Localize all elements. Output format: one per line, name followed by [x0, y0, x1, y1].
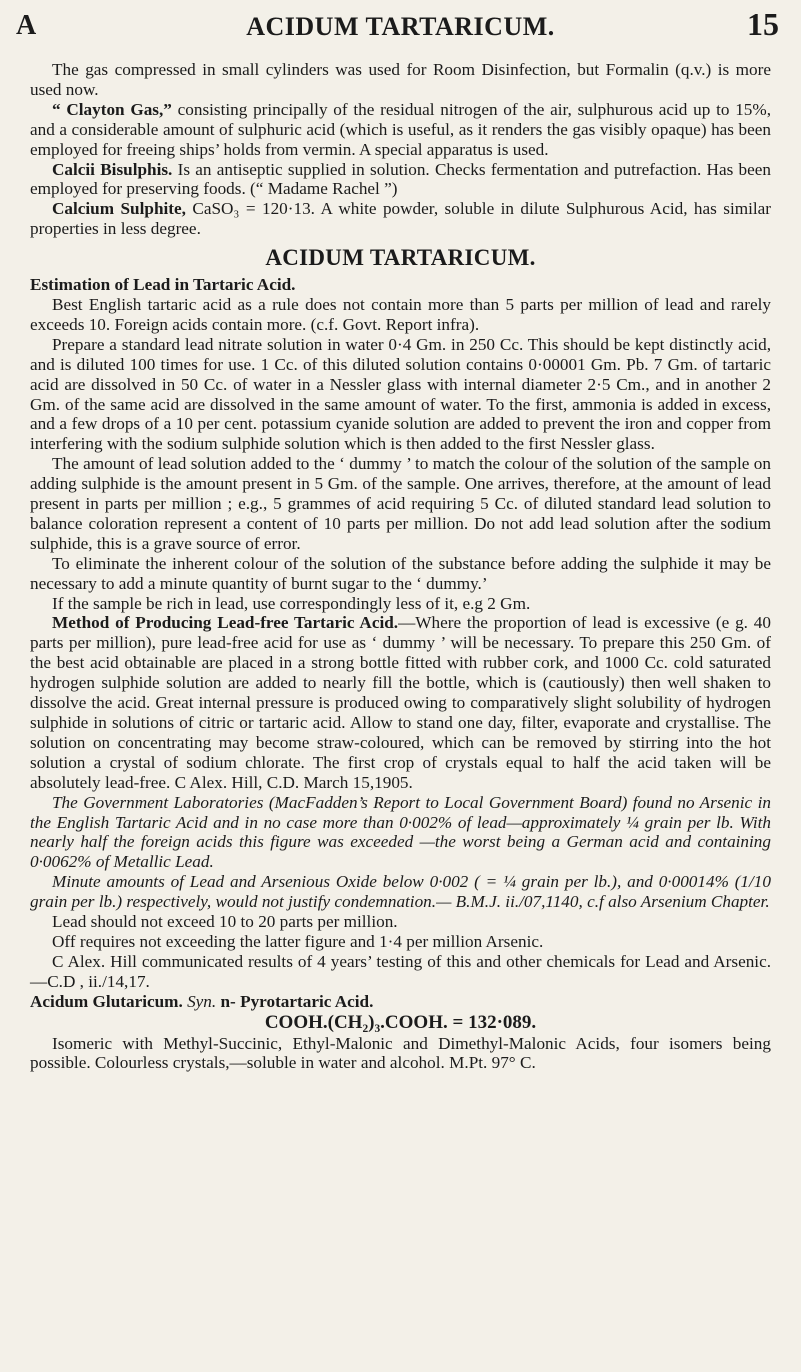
paragraph-estimation-3: The amount of lead solution added to the ‘ dummy ’ to match the colour of the solution of the sample on adding sulphide is the amount present in 5 Gm. of the sample. One arrives, therefore, at the amount of lead present in parts per million ; e.g., 5 grammes of acid requiring 5 Cc. of diluted standard lead solution to balance coloration represent a content of 10 parts per million. Do not add lead solution after the sodium sulphide, this is a grave source of error. — [30, 454, 771, 553]
term-clayton-gas: “ Clayton Gas,” — [52, 99, 172, 119]
paragraph-hill-results: C Alex. Hill communicated results of 4 years’ testing of this and other chemicals for Lead and Arsenic.—C.D , ii./14,17. — [30, 951, 771, 991]
paragraph-clayton-gas: “ Clayton Gas,” consisting principally of the residual nitrogen of the air, sulphurous acid up to 15%, and a considerable amount of sulphuric acid (which is useful, as it renders the gas visibly opaque) has been employed for freeing ships’ holds from vermin. A special apparatus is used. — [30, 99, 772, 159]
method-heading: Method of Producing Lead-free Tartaric Acid. — [52, 613, 399, 633]
paragraph-method: Method of Producing Lead-free Tartaric Acid.—Where the proportion of lead is excessive (e g. 40 parts per million), pure lead-free acid for use as ‘ dummy ’ will be necessary. To prepare this 250 Gm. of the best acid obtainable are placed in a strong bottle fitted with rubber cork, and 1000 Cc. cold saturated hydrogen sulphide solution are added to nearly fill the bottle, which is (cautiously) then well shaken to dissolve the acid. Great internal pressure is produced owing to comparatively slight solubility of hydrogen sulphide in solutions of citric or tartaric acid. Allow to stand one day, filter, evaporate and crystallise. The solution on concentrating may become straw-coloured, which can be removed by stirring into the hot solution a crystal of sodium chlorate. The first crop of crystals equal to half the acid taken will be absolutely lead-free. C Alex. Hill, C.D. March 15,1905. — [30, 613, 771, 792]
running-title: ACIDUM TARTARICUM. — [246, 12, 555, 41]
paragraph-off-requires: Off requires not exceeding the latter figure and 1·4 per million Arsenic. — [52, 931, 544, 951]
paragraph-glutaricum: Isomeric with Methyl-Succinic, Ethyl-Malonic and Dimethyl-Malonic Acids, four isomers being possible. Colourless crystals,—soluble in water and alcohol. M.Pt. 97° C. — [30, 1033, 771, 1073]
estimation-heading: Estimation of Lead in Tartaric Acid. — [30, 275, 296, 295]
paragraph-govt-report: The Government Laboratories (MacFadden’s Report to Local Government Board) found no Arsenic in the English Tartaric Acid and in no case more than 0·002% of lead—approximately ¼ grain per lb. With nearly half the foreign acids this figure was exceeded —the worst being a German acid and containing 0·0062% of Metallic Lead. — [30, 792, 771, 872]
paragraph-estimation-5: If the sample be rich in lead, use correspondingly less of it, e.g 2 Gm. — [52, 593, 531, 613]
paragraph-lead-limit: Lead should not exceed 10 to 20 parts per million. — [52, 912, 398, 932]
paragraph-room-disinfection: The gas compressed in small cylinders was used for Room Disinfection, but Formalin (q.v.) is more used now. — [30, 60, 771, 99]
term-calcium-sulphite: Calcium Sulphite, — [52, 199, 186, 219]
page-body — [30, 60, 771, 1073]
paragraph-estimation-2: Prepare a standard lead nitrate solution in water 0·4 Gm. in 250 Cc. This should be kept distinctly acid, and is diluted 100 times for use. 1 Cc. of this diluted solution contains 0·00001 Gm. Pb. 7 Gm. of tartaric acid are dissolved in 50 Cc. of water in a Nessler glass with internal diameter 2·5 Cm., and in another 2 Gm. of the same acid are dissolved in the same amount of water. To the first, ammonia is added in excess, and a few drops of a 10 per cent. potassium cyanide solution are added to prevent the iron and copper from interfering with the sodium sulphide solution which is then added to the first Nessler glass. — [30, 334, 771, 454]
reference-bmj: B.M.J. ii./07,1140, c.f also Arsenium Chapter. — [455, 892, 770, 912]
method-signature: C Alex. Hill, C.D. March 15,1905. — [174, 772, 413, 792]
term-calcii-bisulphis: Calcii Bisulphis. — [52, 159, 173, 179]
glutaricum-formula: COOH.(CH₂)₃.COOH. = 132·089. — [264, 1011, 537, 1033]
page-header — [16, 6, 779, 44]
paragraph-glutaricum-heading: Acidum Glutaricum. Syn. n- Pyrotartaric Acid. — [30, 991, 374, 1011]
paragraph-calcium-sulphite: Calcium Sulphite, CaSO₃ = 120·13. A white powder, soluble in dilute Sulphurous Acid, has similar properties in less degree. — [30, 199, 772, 239]
glutaricum-synonym: n- Pyrotartaric Acid. — [216, 991, 374, 1011]
paragraph-estimation-4: To eliminate the inherent colour of the solution of the substance before adding the sulphide it may be necessary to add a minute quantity of burnt sugar to the ‘ dummy.’ — [30, 553, 771, 593]
page-number: 15 — [747, 6, 779, 42]
paragraph-estimation-1: Best English tartaric acid as a rule does not contain more than 5 parts per million of lead and rarely exceeds 10. Foreign acids contain more. (c.f. Govt. Report infra). — [30, 294, 771, 334]
paragraph-calcii-bisulphis: Calcii Bisulphis. Is an antiseptic supplied in solution. Checks fermentation and putrefaction. Has been employed for preserving foods. (“ Madame Rachel ”) — [30, 159, 771, 199]
section-letter: A — [16, 10, 37, 41]
section-title: ACIDUM TARTARICUM. — [265, 245, 536, 271]
glutaricum-heading: Acidum Glutaricum. — [30, 991, 183, 1011]
paragraph-minute-amounts: Minute amounts of Lead and Arsenious Oxide below 0·002 ( = ¼ grain per lb.), and 0·00014% (1/10 grain per lb.) respectively, would not justify condemnation.— B.M.J. ii./07,1140, c.f also Arsenium Chapter. — [30, 872, 771, 912]
